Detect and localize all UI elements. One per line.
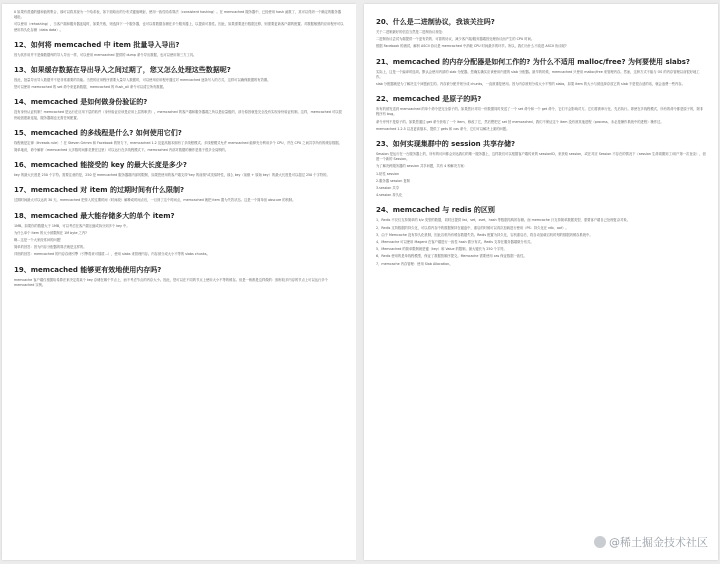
intro-paragraph-2: 可以使用（rehashing），当客户端和服务器连接时，如果失败，则选择下一个服务器，也可以将数据存储在多个服务器上，以提高可靠性。因此，如果需要进行数据迁移，则需要更新客户端的配置。对数据敏感的应用程序可以使用持久化存储（data data）。 [14,22,344,32]
section-title-23: 23、如何实现集群中的 session 共享存储? [376,140,516,149]
section-24-item-1: 1、Redis 不仅仅支持简单的 k/v 类型的数据，同时还提供 list，set，zset，hash 等数据结构的存储。而 memcache 只支持简单数据类型，需要客户端自己处理复杂对象。 [376,218,631,223]
section-20-paragraph-3: 根据 Facebook 的测试，解析 ASCII 协议是 memcached 中消耗 CPU 时间最多的环节。所以，我们为什么不改进 ASCII 协议呢? [376,44,567,49]
section-23-option-1: 1.粘性 session [376,171,399,176]
section-title-22: 22、memcached 是原子的吗? [376,95,482,104]
section-13-paragraph-1: 因此，批量导出导入数据并不是非常重要的功能。当您的应用程序需要大量导入数据时，可以使用应用程序通过对 memcached 逐条写入的方式，这样可以确保数据的有效期。 [14,78,271,83]
section-21-paragraph-1: 实际上，这是一个编译时选项。默认会使用内部的 slab 分配器。您确实确实应该使用内建的 slab 分配器。最早的时候，memcached 只使用 malloc/free 来管理内存。然而，这种方式不能与 OS 的内存管理以前很好地工作。 [376,69,700,79]
intro-paragraph-1: 0 如果有普通的键和值的集合，那可以将其视为一个哈希表，如下面给出的分布式键值映射，使用一致性哈希算法（consistent hashing）。在 memcached 服务器中，已经使用 hash 函数了，其可以得到一个确定的服务器地址。 [14,10,342,20]
section-23-option-3: 3.session 共享 [376,186,399,191]
section-18-paragraph-1: 1MB。如果你的数据大于 1MB，可以考虑在客户端压缩或拆分到多个 key 中。 [14,223,130,228]
section-title-17: 17、memcached 对 item 的过期时间有什么限制? [14,186,184,195]
section-21-paragraph-2: slab 分配器就是为了解决这个问题而生的。内存被分配并划分成 chunks，一直被重复使用。因为内存被划分成大小不等的 slabs，如果 item 的大小与被选择存放它的 slab 不是很合适的话，就会浪费一些内存。 [376,82,685,87]
section-24-item-7: 7、memcache 内存管理：使用 Slab Allocation。 [376,261,453,266]
document-page-right [364,4,718,560]
section-title-24: 24、memcached 与 redis 的区别 [376,206,495,215]
section-14-paragraph: 没有身份认证机制！memcached 是运行在应用下层的软件（身份验证应该是应用上层的职责）。memcached 的客户端和服务器端之所以是轻量级的，部分原因就是完全没有实现身份验证机制。这样，memcached 可以很快地创建新连接，服务器端也无需任何配置。 [14,110,342,120]
section-title-20: 20、什么是二进制协议，我该关注吗? [376,18,495,26]
watermark [594,534,708,550]
section-20-paragraph-1: 关于二进制最好的信息当然是二进制协议规范： [376,30,446,34]
section-title-18: 18、memcached 最大能存储多大的单个 item? [14,211,175,220]
section-title-15: 15、memcached 的多线程是什么? 如何使用它们? [14,128,182,137]
section-19-paragraph: memcache 客户端仅根据哈希算法来决定将某个 key 存储在哪个节点上，而不考虑节点的内存大小。因此，您可以在不同的节点上使用大小不等的缓存。但是一般都是这样做的：拥有较多内存的节点上可以运行多个 memcached 实例。 [14,277,328,287]
page-gap [356,0,364,564]
section-24-item-3: 3、由于 Memcache 没有持久化机制，因此宕机所有缓存数据失效。Redis 配置为持久化，宕机重启后，将自动加载宕机时刻的数据到缓存系统中。 [376,232,593,237]
section-23-paragraph-2: 为了解决跨服务器的 session 共享问题，共有 4 种解决方案： [376,164,468,169]
section-13-paragraph-2: 您可以使用 memcached 的 set 命令来更新数据，memcached 的 flush_all 命令可以清空所有数据。 [14,85,167,90]
section-18-paragraph-2: 为什么单个 item 的大小被限制在 1M byte 之内? [14,230,87,235]
section-23-option-4: 4.session 持久化 [376,193,403,198]
section-20-paragraph-2: 二进制协议尝试为端提供一个更有效的、可靠的协议，减少客户端/服务器端因处理协议而产生的 CPU 时间。 [376,37,535,42]
section-18-paragraph-3: 啊...这是一个大家经常问的问题！ [14,238,64,243]
section-title-14: 14、memcached 是如何做身份验证的? [14,98,148,107]
section-24-item-6: 6、Redis 使用的是单线程模型，保证了数据按顺序提交。Memcache 需要使用 cas 保证数据一致性。 [376,254,527,259]
section-12-paragraph: 因为其作用并不是像数据库的导入导出一样，可以使用 memcached 提供的 dump 命令导出数据，也可以使用第三方工具。 [14,52,197,57]
section-title-12: 12、如何将 memcached 中 item 批量导入导出? [14,40,180,49]
section-18-paragraph-5: 详细的回答：memcached 的内存存储引擎（引擎将来可插拔...），使用 slabs 来管理内存。内存被分成大小不等的 slabs chunks。 [14,252,210,257]
section-15-paragraph-1: 线程就是定律（threads rule）！在 Steven Grimm 和 Facebook 的努力下，memcached 1.2 及更高版本拥有了多线程模式。多线程模式允许 memcached 能够充分利用多个 CPU，并在 CPU 之间共享所有的缓存数据。 [14,140,342,145]
section-17-paragraph: 过期时间最大可以达到 30 天。memcached 把传入的过期时间（时间段）解释成时间点后，一旦到了这个时间点，memcached 就把 item 置为失效状态。这是一个简单但 obscure 的机制。 [14,198,296,203]
section-18-paragraph-4: 简单的回答：因为内存分配器的算法就是这样的。 [14,245,87,250]
section-24-item-5: 5、Memcached 的简单限制就是键（key）和 Value 的限制。最大键长为 250 个字符。 [376,247,507,252]
section-22-paragraph-2: 命令序列不是原子的。如果您通过 get 命令获取了一个 item，修改了它，然后想把它 set 回 memcached，我们不保证这个 item 没有被其他进程（process，未必是操作系统中的进程）操作过。 [376,119,664,124]
section-title-13: 13、如果缓存数据在导出导入之间过期了，您又怎么处理这些数据呢? [14,66,231,75]
section-title-19: 19、memcached 能够更有效地使用内存吗? [14,265,162,274]
section-22-paragraph-1: 所有的被发送到 memcached 的单个命令是完全原子的。如果您针对同一份数据同时发送了一个 set 命令和一个 get 命令，它们不会影响对方。它们将被串行化、先后执行。即使在多线程模式，所有的命令都是原子的，除非程序有 bug。 [376,107,704,117]
section-23-option-2: 2.服务器 session 复制 [376,178,410,183]
section-24-item-2: 2、Redis 支持数据的持久化，可以将内存中的数据保持在磁盘中，重启的时候可以再次加载进行使用（PS：持久化在 rdb、aof）。 [376,225,569,230]
section-24-item-4: 4、Memcache 可以使用 Magent 在客户端进行一致性 hash 做分布式。Redis 支持在服务器端做分布式。 [376,240,534,245]
watermark-text: @稀土掘金技术社区 [609,536,708,549]
section-15-paragraph-2: 简单地说，命令解析（memcached 大多数时间都花费在这里）可以运行在多线程模式下。memcached 内部对数据的操作是基于很多全局锁的。 [14,148,229,153]
section-23-paragraph-1: Session 是运行在一台服务器上的，所有的访问都会到达我们的唯一服务器上，这样我们可以根据客户端传来的 sessionID，来获取 session，或在对应 Session 不存在的情况下（session 生命周期到了/用户第一次登录），创建一个新的 Session。 [376,152,706,162]
section-22-paragraph-3: memcached 1.2.5 以及更高版本，提供了 gets 和 cas 命令，它们可以解决上面的问题。 [376,126,510,131]
juejin-logo-icon [594,536,606,548]
document-page-left [2,4,356,560]
section-16-paragraph: key 的最大长度是 250 个字符。需要注意的是，250 是 memcached 服务器端内部的限制，如果您使用的客户端支持"key 的前缀"或类似特性，那么 key（前缀 + 原始 key）的最大长度是可以超过 250 个字符的。 [14,173,330,178]
section-title-21: 21、memcached 的内存分配器是如何工作的? 为什么不适用 malloc/free? 为何要使用 slabs? [376,57,690,66]
section-title-16: 16、memcached 能接受的 key 的最大长度是多少? [14,161,187,170]
